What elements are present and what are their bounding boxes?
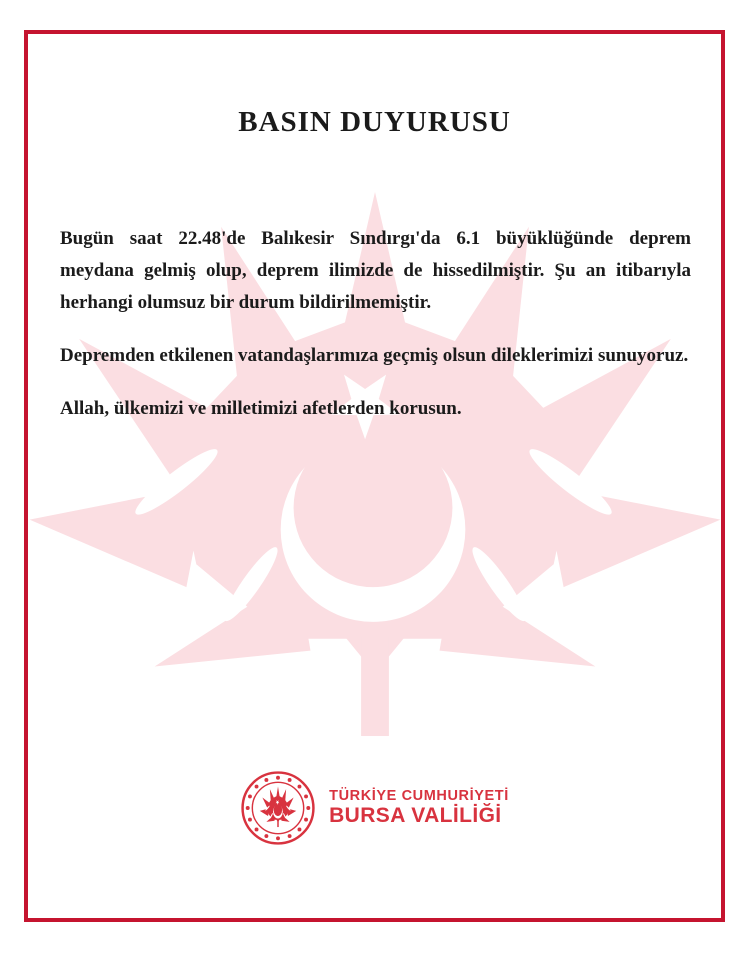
announcement-body (60, 223, 691, 425)
footer-logo-text (329, 788, 509, 828)
paragraph-wishes: Depremden etkilenen vatandaşlarımıza geçmiş olsun dileklerimizi sunuyoruz. (60, 345, 689, 366)
governorship-label: BURSA VALİLİĞİ (329, 804, 502, 828)
paragraph-earthquake-info: Bugün saat 22.48'de Balıkesir Sındırgı'da 6.1 büyüklüğünde deprem meydana gelmiş olup, deprem ilimizde de hissedilmiştir. Şu an itibarıyla herhangi olumsuz bir durum bildirilmemiştir. (60, 228, 691, 313)
government-seal-icon (240, 770, 316, 846)
page-title: BASIN DUYURUSU (238, 106, 511, 138)
republic-label: TÜRKİYE CUMHURİYETİ (329, 788, 509, 805)
page-border-frame (24, 30, 725, 922)
footer-logo (28, 770, 721, 846)
paragraph-prayer: Allah, ülkemizi ve milletimizi afetlerden korusun. (60, 398, 462, 419)
